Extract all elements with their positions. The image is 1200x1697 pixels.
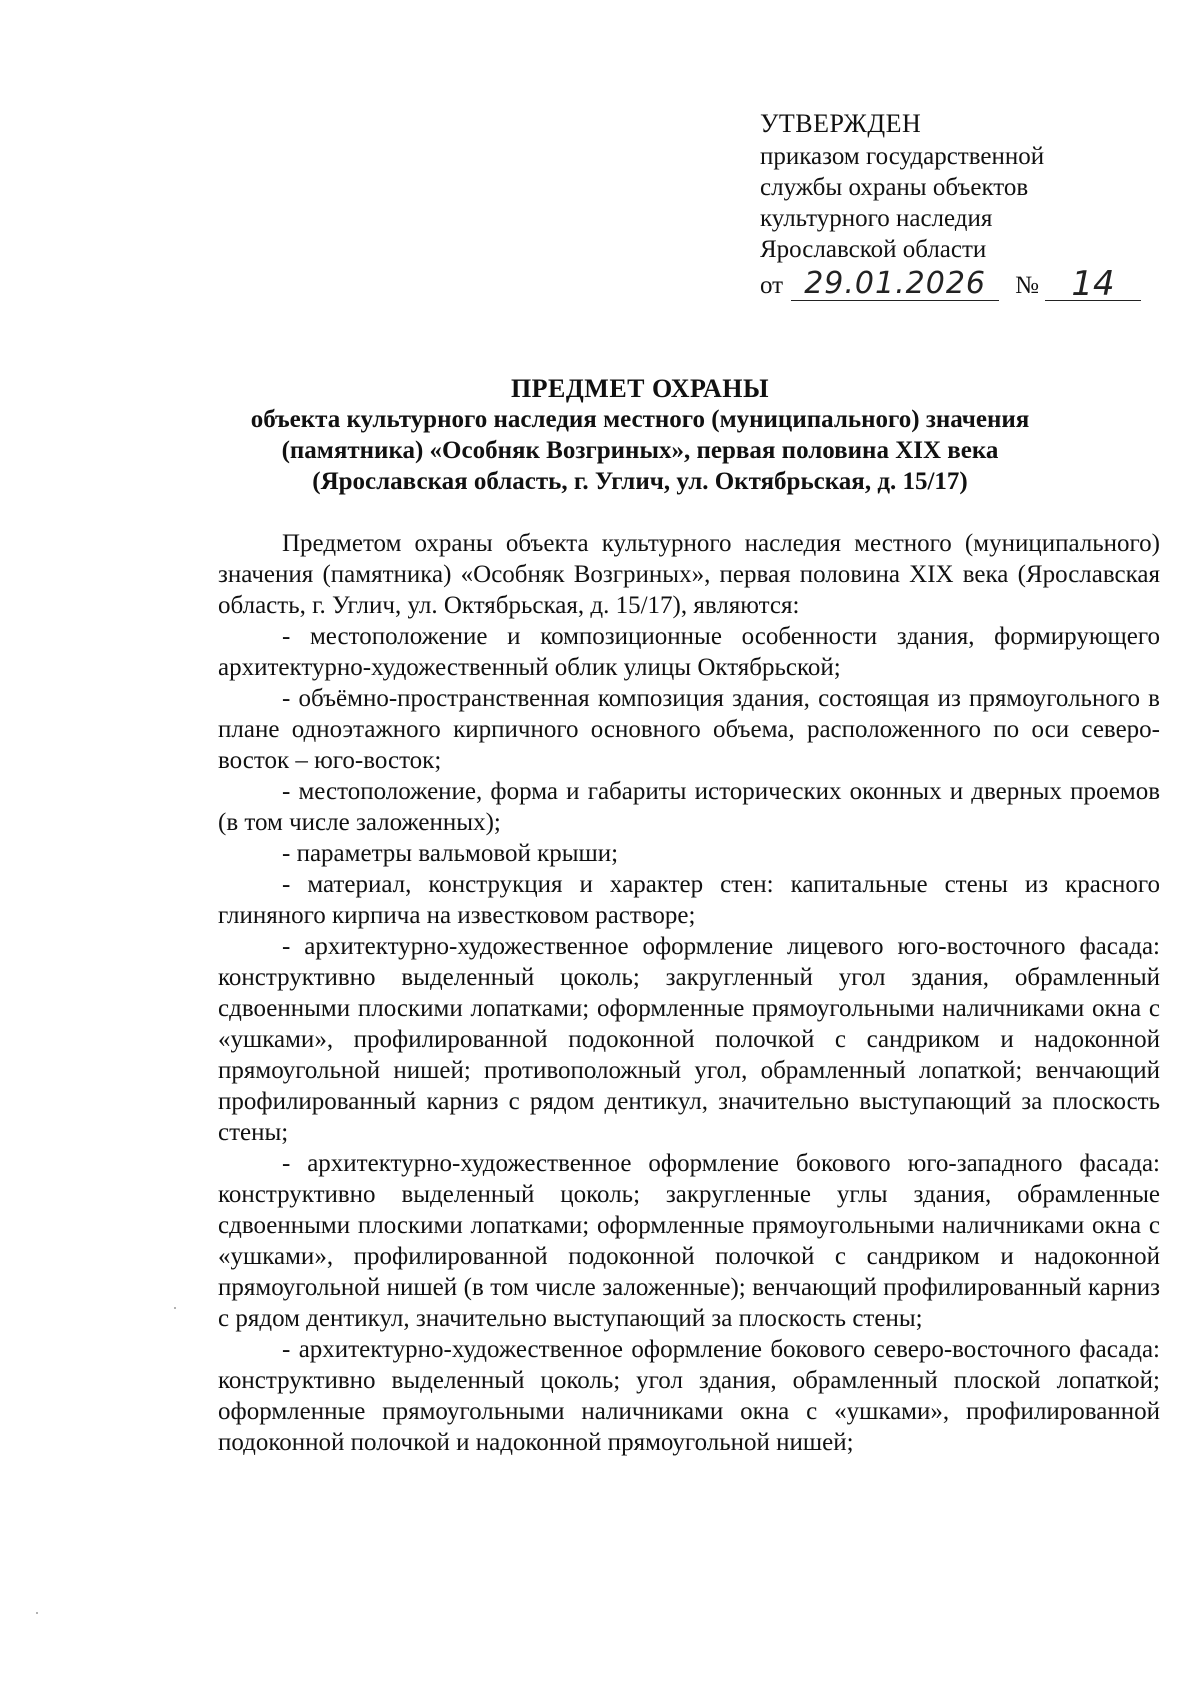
number-label: №	[1015, 272, 1039, 299]
title-line: (памятника) «Особняк Возгриных», первая половина XIX века	[281, 437, 999, 464]
approval-line: приказом государственной	[760, 143, 1045, 170]
list-item: - местоположение и композиционные особенности здания, формирующего архитектурно-художественный облик улицы Октябрьской;	[218, 623, 1160, 681]
approval-heading: УТВЕРЖДЕН	[760, 109, 922, 138]
scan-speck	[36, 1612, 38, 1614]
document-title	[180, 373, 1100, 497]
list-item: - местоположение, форма и габариты исторических оконных и дверных проемов (в том числе заложенных);	[218, 778, 1160, 836]
approval-line: культурного наследия	[760, 205, 993, 232]
title-main: ПРЕДМЕТ ОХРАНЫ	[510, 374, 770, 403]
title-line: объекта культурного наследия местного (муниципального) значения	[250, 406, 1030, 433]
approval-line: Ярославской области	[760, 236, 987, 263]
list-item: - архитектурно-художественное оформление бокового северо-восточного фасада: конструктивно выделенный цоколь; угол здания, обрамленный плоской лопаткой; оформленные прямоугольными наличниками окна с «ушками», профилированной подоконной полочкой и надоконной прямоугольной нишей;	[218, 1336, 1160, 1456]
list-item: - материал, конструкция и характер стен: капитальные стены из красного глиняного кирпича на известковом растворе;	[218, 871, 1160, 929]
list-item: - объёмно-пространственная композиция здания, состоящая из прямоугольного в плане одноэтажного кирпичного основного объема, расположенного по оси северо-восток – юго-восток;	[218, 685, 1160, 774]
handwritten-date: 29.01.2026	[791, 268, 999, 301]
list-item: - параметры вальмовой крыши;	[282, 840, 619, 867]
order-date-number	[760, 264, 1160, 304]
approval-line: службы охраны объектов	[760, 174, 1029, 201]
scan-speck	[174, 1307, 176, 1309]
date-prefix: от	[760, 272, 784, 299]
approval-block	[760, 108, 1160, 304]
body-text	[218, 528, 1160, 1458]
intro-paragraph: Предметом охраны объекта культурного наследия местного (муниципального) значения (памятника) «Особняк Возгриных», первая половина XIX века (Ярославская область, г. Углич, ул. Октябрьская, д. 15/17), являются:	[218, 530, 1160, 619]
list-item: - архитектурно-художественное оформление бокового юго-западного фасада: конструктивно выделенный цоколь; закругленные углы здания, обрамленные сдвоенными плоскими лопатками; оформленные прямоугольными наличниками окна с «ушками», профилированной подоконной полочкой с сандриком и надоконной прямоугольной нишей (в том числе заложенные); венчающий профилированный карниз с рядом дентикул, значительно выступающий за плоскость стены;	[218, 1150, 1160, 1332]
list-item: - архитектурно-художественное оформление лицевого юго-восточного фасада: конструктивно выделенный цоколь; закругленный угол здания, обрамленный сдвоенными плоскими лопатками; оформленные прямоугольными наличниками окна с «ушками», профилированной подоконной полочкой с сандриком и надоконной прямоугольной нишей; противоположный угол, обрамленный лопаткой; венчающий профилированный карниз с рядом дентикул, значительно выступающий за плоскость стены;	[218, 933, 1160, 1146]
title-line: (Ярославская область, г. Углич, ул. Октябрьская, д. 15/17)	[312, 468, 968, 495]
handwritten-number: 14	[1045, 268, 1141, 301]
